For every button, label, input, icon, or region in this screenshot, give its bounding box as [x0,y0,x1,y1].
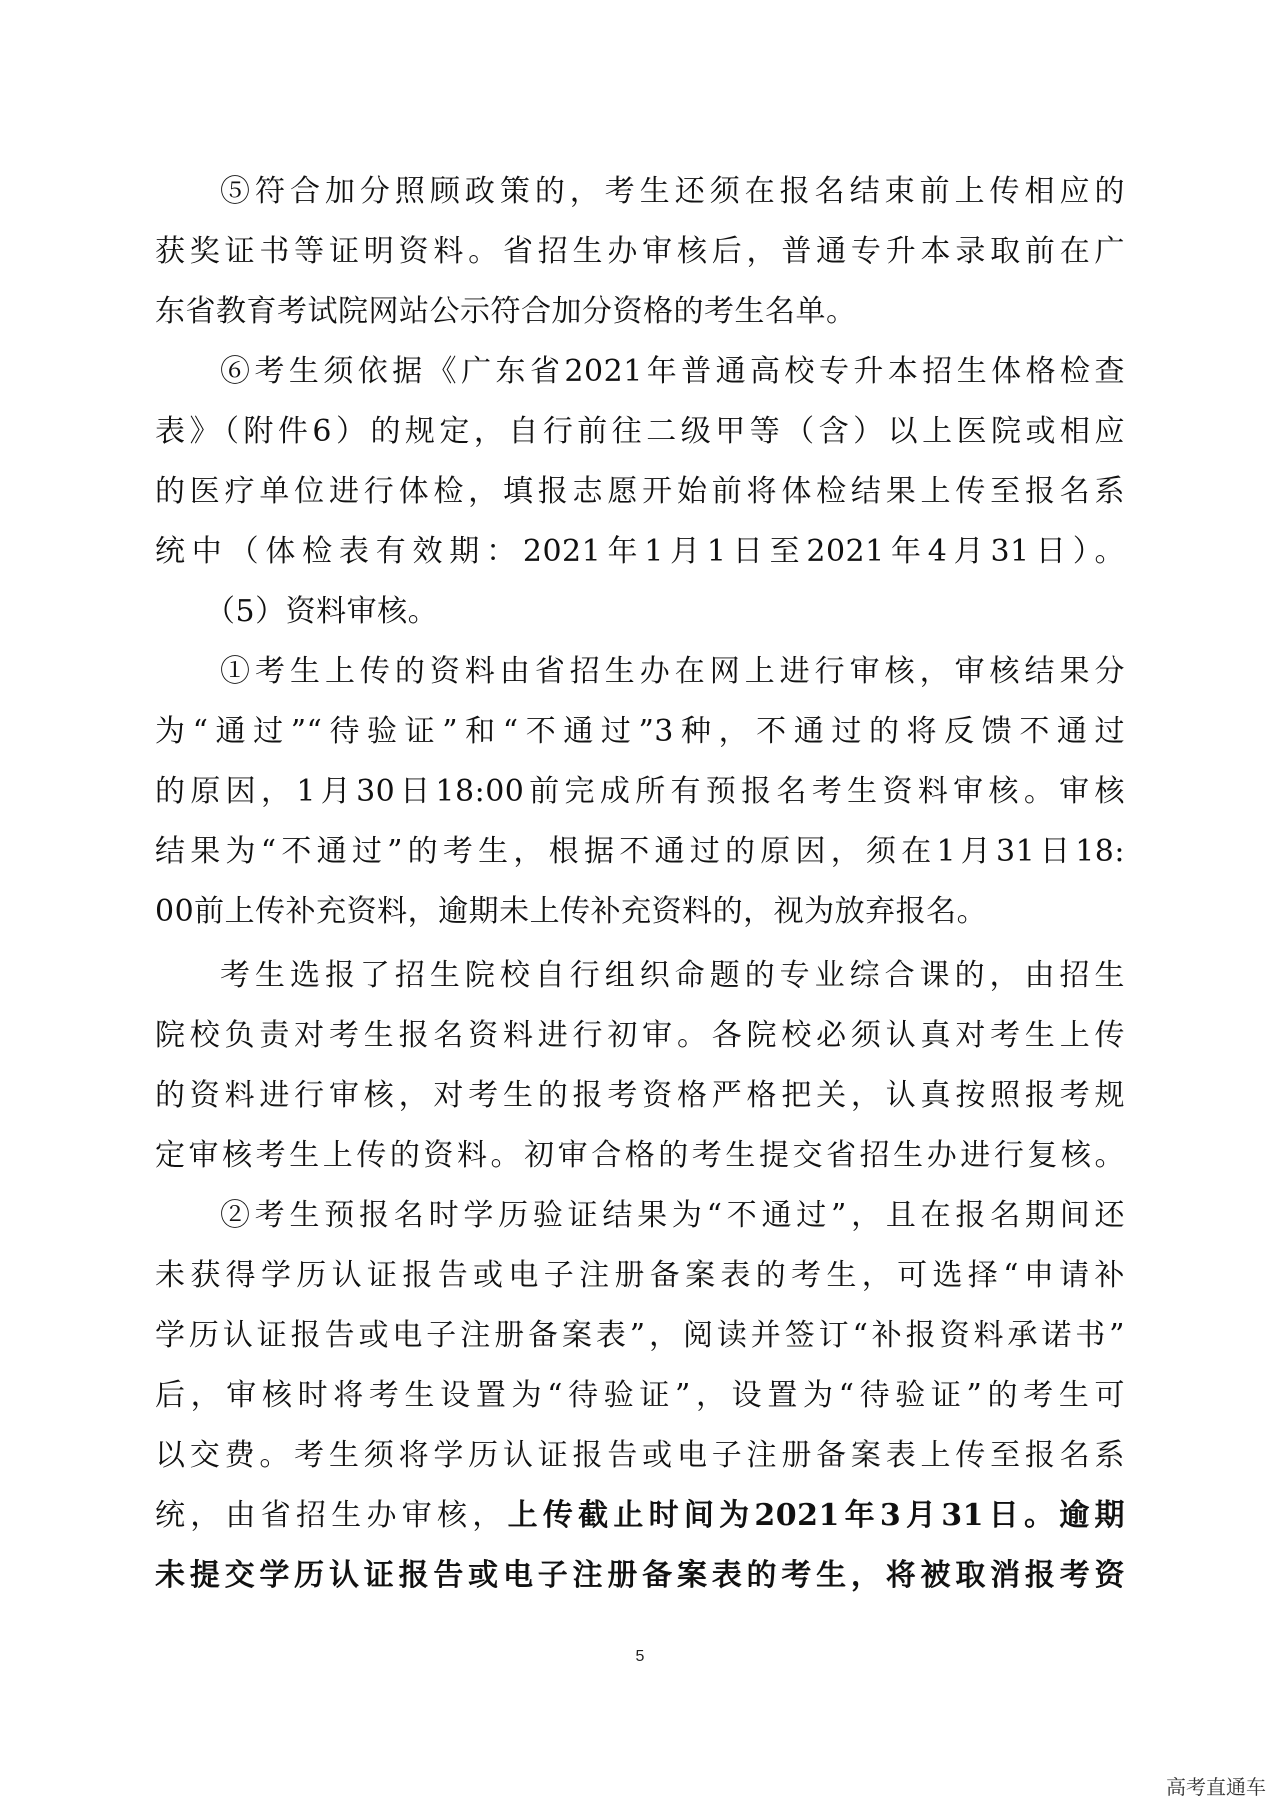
text-line: 表》（附件6）的规定，自行前往二级甲等（含）以上医院或相应 [155,414,1125,449]
text-line: 定审核考生上传的资料。初审合格的考生提交省招生办进行复核。 [155,1138,1125,1173]
text-line: 考生选报了招生院校自行组织命题的专业综合课的，由招生 [220,958,1125,993]
text-line: 院校负责对考生报名资料进行初审。各院校必须认真对考生上传 [155,1018,1125,1053]
text-line: 未获得学历认证报告或电子注册备案表的考生，可选择“申请补 [155,1258,1125,1293]
text-line: 统中（体检表有效期：2021年1月1日至2021年4月31日）。 [155,534,1125,569]
text-line: ②考生预报名时学历验证结果为“不通过”，且在报名期间还 [220,1198,1125,1233]
text-line: （5）资料审核。 [205,594,439,629]
text-line-bold: 未提交学历认证报告或电子注册备案表的考生，将被取消报考资 [155,1558,1125,1593]
text-line: ⑤符合加分照顾政策的，考生还须在报名结束前上传相应的 [220,174,1125,209]
text-line: 后，审核时将考生设置为“待验证”，设置为“待验证”的考生可 [155,1378,1125,1413]
text-line: ①考生上传的资料由省招生办在网上进行审核，审核结果分 [220,654,1125,689]
text-line: 东省教育考试院网站公示符合加分资格的考生名单。 [155,294,857,329]
text-normal-part: 统，由省招生办审核， [155,1498,508,1533]
text-line: 为“通过”“待验证”和“不通过”3种，不通过的将反馈不通过 [155,714,1125,749]
text-line: 学历认证报告或电子注册备案表”，阅读并签订“补报资料承诺书” [155,1318,1125,1353]
text-line: 以交费。考生须将学历认证报告或电子注册备案表上传至报名系 [155,1438,1125,1473]
watermark: 高考直通车 [1166,1775,1266,1799]
text-line: 结果为“不通过”的考生，根据不通过的原因，须在1月31日18: [155,834,1125,869]
text-line: 获奖证书等证明资料。省招生办审核后，普通专升本录取前在广 [155,234,1125,269]
text-bold-part: 上传截止时间为2021年3月31日。逾期 [507,1498,1126,1533]
text-line: 00前上传补充资料，逾期未上传补充资料的，视为放弃报名。 [155,894,988,929]
text-line: 的原因，1月30日18:00前完成所有预报名考生资料审核。审核 [155,774,1125,809]
text-line: 的医疗单位进行体检，填报志愿开始前将体检结果上传至报名系 [155,474,1125,509]
text-line: 的资料进行审核，对考生的报考资格严格把关，认真按照报考规 [155,1078,1125,1113]
page-number: 5 [635,1648,645,1665]
text-line-mixed [155,1496,1125,1536]
text-line: ⑥考生须依据《广东省2021年普通高校专升本招生体格检查 [220,354,1125,389]
